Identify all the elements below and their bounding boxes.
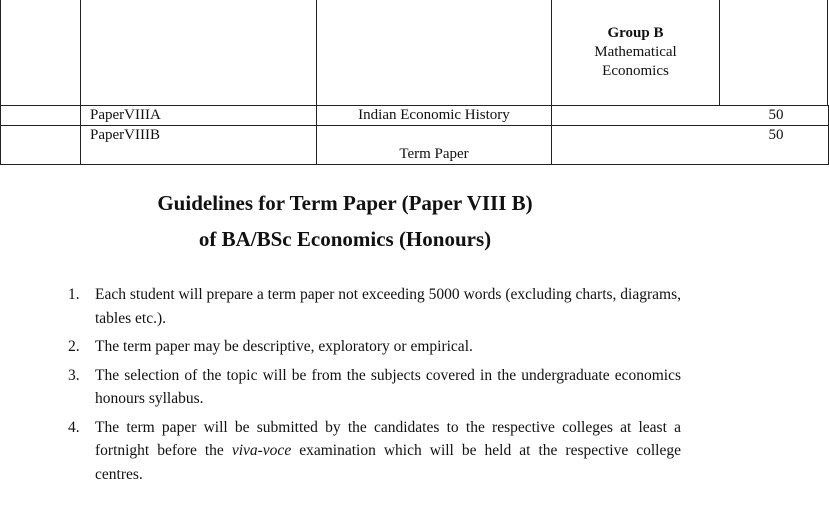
paper-title: Term Paper — [317, 126, 552, 165]
syllabus-table — [0, 0, 829, 165]
list-item — [68, 364, 681, 411]
table-row — [1, 0, 829, 106]
list-number: 2. — [68, 338, 80, 355]
paper-marks: 50 — [720, 126, 829, 165]
list-text: Each student will prepare a term paper not exceeding 5000 words (excluding charts, diagrams, tables etc.). — [95, 286, 681, 327]
list-text: The selection of the topic will be from the subjects covered in the undergraduate economics honours syllabus. — [95, 366, 681, 407]
group-title: Group B — [607, 25, 664, 41]
list-number: 1. — [68, 286, 80, 303]
table-row — [1, 106, 829, 126]
paper-code: PaperVIIIB — [81, 126, 317, 165]
table-row — [1, 126, 829, 165]
paper-marks: 50 — [720, 106, 829, 126]
page-title: Guidelines for Term Paper (Paper VIII B) — [157, 191, 533, 215]
list-number: 4. — [68, 418, 80, 436]
list-text: The term paper will be submitted by the candidates to the respective colleges at least a fortnight before the — [95, 418, 681, 459]
page-subtitle: of BA/BSc Economics (Honours) — [198, 227, 492, 251]
list-item — [68, 335, 681, 359]
list-item — [68, 283, 681, 330]
guidelines-list — [68, 283, 681, 491]
paper-title: Indian Economic History — [317, 106, 552, 126]
list-text-italic: viva-voce — [231, 442, 292, 459]
list-text: examination which will be held at the respective college centres. — [95, 442, 682, 483]
group-subtitle-line1: Mathematical — [594, 44, 677, 60]
group-subtitle-line2: Economics — [602, 63, 669, 79]
paper-code: PaperVIIIA — [81, 106, 317, 126]
list-item — [68, 416, 681, 487]
list-text: The term paper may be descriptive, exploratory or empirical. — [95, 338, 473, 355]
list-number: 3. — [68, 366, 80, 384]
group-cell — [552, 0, 720, 106]
